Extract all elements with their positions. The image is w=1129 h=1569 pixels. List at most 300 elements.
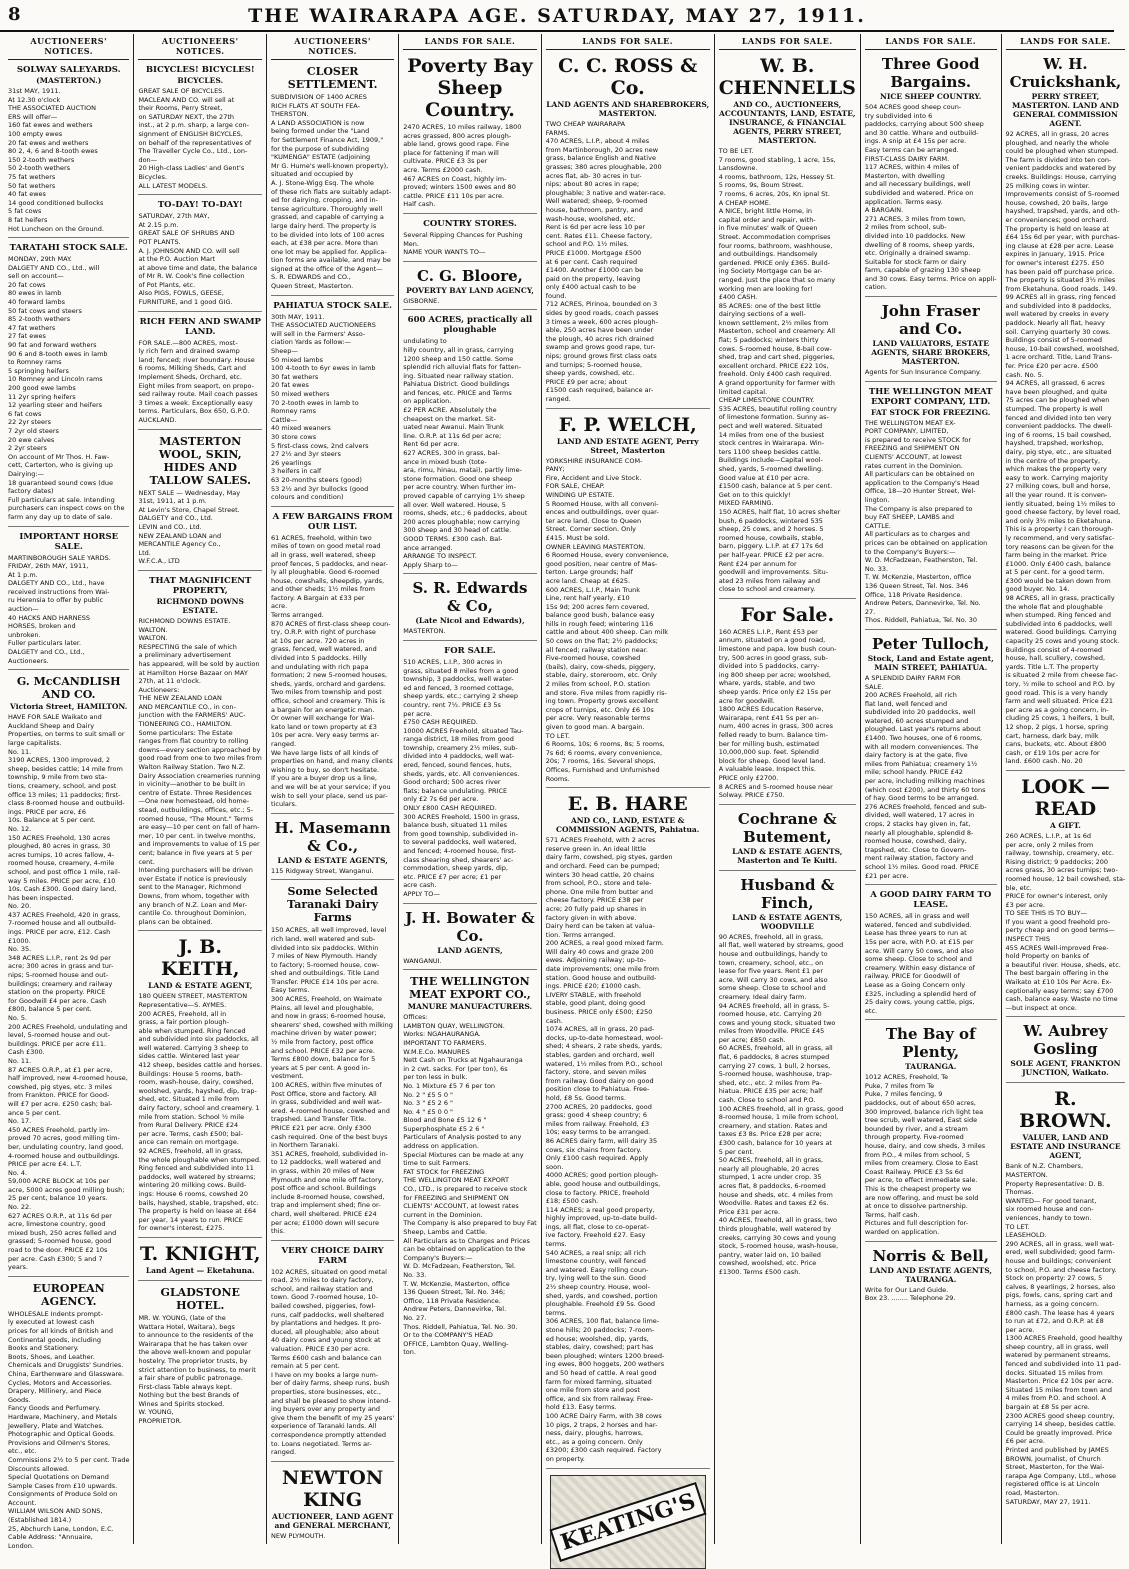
text-line: Dairy Association creameries running xyxy=(138,771,261,780)
text-line: able, 250 acres have been under xyxy=(545,326,654,335)
ad-body xyxy=(271,867,394,876)
text-line: 1800 ACRES Education Reserve, xyxy=(718,705,824,714)
ad-body xyxy=(138,212,262,307)
text-line: station. Good house and outbuild- xyxy=(545,973,657,982)
text-line: which makes the property very xyxy=(1005,465,1107,474)
text-line: lease for five years. Rent £1 per xyxy=(718,967,824,976)
text-line: divided into 10 paddocks. New xyxy=(864,231,966,240)
text-line: roomed house, creamery, 4-mile xyxy=(8,859,115,868)
text-line: FARMS. xyxy=(545,128,570,137)
text-line: cows, six chains from factory. xyxy=(545,1145,642,1154)
text-line: On account of Mr Thos. H. Faw- xyxy=(8,452,110,461)
text-line: £1400. Two houses, one of 6 rooms, xyxy=(864,734,983,743)
text-line: £800, balance 5 per cent. xyxy=(8,1005,92,1014)
text-line: house, bathroom, pantry, and xyxy=(545,205,643,214)
text-line: some sheep. Close to school and xyxy=(864,955,972,964)
text-line: 50 cows on the flat; 2½ paddocks; xyxy=(545,637,658,646)
text-line: DALGETY and CO., Ltd., xyxy=(8,648,85,657)
text-line: London. xyxy=(8,1541,34,1550)
text-line: 300 sheep and 30 head of cattle. xyxy=(403,526,512,535)
text-line: "KUMENGA" ESTATE (adjoining xyxy=(271,153,371,162)
text-line: excellent orchard. PRICE £22 10s, xyxy=(718,361,829,370)
text-line: to Romney rams xyxy=(8,358,62,367)
text-line: Plains, all level and ploughable, xyxy=(271,1003,374,1012)
text-line: nearly all ploughable, splendid 8- xyxy=(864,828,974,837)
text-line: over Estate if notice is previously xyxy=(138,874,247,883)
column-heading: AUCTIONEERS' NOTICES. xyxy=(271,34,394,60)
text-line: APPLY TO— xyxy=(403,889,440,898)
text-line: RICH FLATS AT SOUTH FEA- xyxy=(271,101,360,110)
text-line: good road from one to two miles from xyxy=(138,754,262,763)
text-line: watered, 60 acres stumped and xyxy=(864,716,969,725)
text-line: Intending purchasers will be driven xyxy=(138,866,253,875)
text-line: cash. Close to school and P.O. xyxy=(718,1096,816,1105)
ad-title: J. B. KEITH, xyxy=(160,936,240,981)
text-line: Bank of N.Z. Chambers, xyxy=(1005,1162,1084,1171)
text-line: 7-roomed house and all outbuild- xyxy=(8,919,117,928)
text-line: 75 acres can be ploughed when xyxy=(1005,396,1110,405)
text-line: 100 ACRES freehold, all in grass, good xyxy=(718,1104,844,1113)
text-line: from Eketahuna. Good roads. 149. xyxy=(1005,284,1118,293)
text-line: Lansdowne. xyxy=(718,164,758,173)
text-line: acres grassed, 800 acres plough- xyxy=(403,131,512,140)
text-line: acre. Terms £2000 cash. xyxy=(403,165,483,174)
text-line: Thos. Riddell, Pahiatua, Tel. No. 30 xyxy=(864,616,978,625)
text-line: flat, 6 paddocks, 8 acres stumped xyxy=(718,1053,830,1062)
text-line: are now offering, and must be sold xyxy=(864,1193,979,1202)
text-line: able when stumped. Ring fenced xyxy=(138,1026,246,1035)
text-line: All particulars can be obtained on xyxy=(864,470,975,479)
ad-body xyxy=(719,628,856,800)
text-line: machine driven by water power; xyxy=(271,1029,377,1038)
text-line: 100 4-tooth to 6yr ewes in lamb xyxy=(271,364,376,373)
text-line: and undulating with rich papa xyxy=(271,662,369,671)
text-line: house and outbuildings, handy to xyxy=(718,949,828,958)
text-line: country, rent 7½. PRICE £3 5s xyxy=(403,700,501,709)
text-line: on behalf of the representatives of xyxy=(138,138,252,147)
text-line: ber, undulating country, land good, xyxy=(8,1142,124,1151)
ad-subtitle: AND CO., AUCTIONEERS, ACCOUNTANTS, LAND, ESTATE, INSURANCE, & FINANCIAL AGENTS, PERRY STREET, MASTERTON. xyxy=(719,100,856,145)
text-line: with all modern conveniences. The xyxy=(864,742,979,751)
column-heading: LANDS FOR SALE. xyxy=(1006,34,1126,50)
text-line: ly executed at lowest cash xyxy=(8,1318,95,1327)
text-line: some sheep. Close to school and xyxy=(718,984,826,993)
text-line: sheds, yards, orchard and gardens. xyxy=(271,679,386,688)
text-line: ness, dairy, ploughs, harrows, xyxy=(545,1429,644,1438)
text-line: A LAND ASSOCIATION is now xyxy=(271,118,365,127)
ad-body xyxy=(1006,130,1126,766)
advertisement xyxy=(138,317,262,430)
text-line: The farm is divided into ten con- xyxy=(1005,155,1112,164)
advertisement xyxy=(271,885,394,1240)
text-line: chard, well sheltered. PRICE £24 xyxy=(271,1209,377,1218)
text-line: No. 33. xyxy=(864,564,889,573)
text-line: per acre; £1000 down will secure xyxy=(271,1218,379,1227)
text-line: ing buyers over any property and xyxy=(271,1405,381,1414)
text-line: Property Representative: D. B. xyxy=(1005,1179,1105,1188)
text-line: ive factory. Freehold £27. Easy xyxy=(545,1231,646,1240)
text-line: Offices, Furnished and Unfurnished xyxy=(545,765,660,774)
text-line: watered. Good buildings. Carrying xyxy=(1005,628,1117,637)
text-line: This is the cheapest property we xyxy=(864,1185,972,1193)
text-line: OWNER LEAVING MASTERTON. xyxy=(545,542,646,551)
text-line: 1012 ACRES, Freehold, Te xyxy=(864,1073,949,1082)
text-line: Bicycles. xyxy=(138,172,167,181)
text-line: office, and six from railway. Free- xyxy=(545,1394,654,1403)
text-line: 31st MAY, 1911. xyxy=(8,87,61,95)
text-line: 5 rooms, 9s, Boum Street. xyxy=(718,181,804,190)
text-line: hold Property on banks of xyxy=(1005,952,1090,961)
text-line: Wairarapa that he has taken over xyxy=(138,1339,248,1348)
text-line: and orchard. Feed can be pumped; xyxy=(545,861,660,870)
text-line: £2 PER ACRE. Absolutely the xyxy=(403,406,497,415)
text-line: commodation, sheep yards, dip, xyxy=(403,864,508,873)
text-line: winters 30 head cattle, 20 chains xyxy=(545,870,655,879)
text-line: Wattara Hotel, Waitara), begs xyxy=(138,1322,235,1331)
text-line: No. 35. xyxy=(8,945,32,954)
text-line: 10 Romney and Lincoln rams xyxy=(8,375,103,384)
text-line: tion forms are available, and may be xyxy=(271,256,391,265)
text-line: 6 Roomed House, every convenience, xyxy=(545,551,669,560)
text-line: application. Terms easy. xyxy=(864,197,943,206)
text-line: Thos. Riddell, Pahiatua, Tel. No. 30. xyxy=(403,1322,518,1331)
text-line: 2470 ACRES, 10 miles railway, 1800 xyxy=(403,123,522,131)
text-line: All particulars as to charges and xyxy=(864,530,970,539)
advertisement xyxy=(8,532,129,671)
text-line: been ploughed; winters 1200 breed- xyxy=(545,1351,665,1360)
text-line: miles from Pahiatua; creamery 1½ xyxy=(864,759,978,768)
text-line: trap and implement shed; fine or- xyxy=(271,1201,381,1210)
ad-subtitle: MANURE MANUFACTURERS. xyxy=(407,1002,533,1012)
text-line: in vicinity—another to be built in xyxy=(138,780,245,789)
text-line: 1200 sheep and 150 cattle. Some xyxy=(403,354,514,363)
text-line: acre land. Cheap at £625. xyxy=(545,576,631,585)
ad-title: GLADSTONE HOTEL. xyxy=(160,1285,240,1312)
text-line: perty cheap and on good terms— xyxy=(1005,926,1115,935)
text-line: 2½ sheep country. House, wool- xyxy=(545,1283,650,1292)
ad-title: Some Selected Taranaki Dairy Farms xyxy=(287,885,379,925)
text-line: GOOD TERMS. £300 cash. Bal- xyxy=(403,534,503,543)
text-line: Good value at £10 per acre. xyxy=(718,473,810,482)
text-line: from Martinborough, 20 acres new xyxy=(545,145,659,154)
text-line: Solway. PRICE £750. xyxy=(718,791,785,800)
text-line: will £7 per acre. £250 cash; bal- xyxy=(8,1099,113,1108)
text-line: time to suit Farmers. xyxy=(403,1159,471,1168)
text-line: Discounts allowed. xyxy=(8,1464,70,1473)
ad-title: THAT MAGNIFICENT PROPERTY, xyxy=(149,575,252,596)
ad-title: W. B. CHENNELLS xyxy=(718,55,856,99)
text-line: ment railway station, factory and xyxy=(864,854,974,863)
text-line: Cattle— xyxy=(271,415,297,424)
advertisement xyxy=(719,810,856,871)
text-line: 200 ACRES Freehold, all rich xyxy=(864,691,957,700)
text-line: ered, well subdivided; good farm- xyxy=(1005,1248,1115,1257)
text-line: formation; 2 new 5-roomed houses, xyxy=(271,671,388,680)
text-line: Superphosphate £5 2 6 " xyxy=(403,1124,485,1133)
text-line: to announce to the residents of the xyxy=(138,1331,254,1340)
text-line: PRICE £9 per acre; about xyxy=(545,377,628,386)
text-line: The property is held on lease at xyxy=(1005,224,1109,233)
text-line: Particulars of Analysis posted to any xyxy=(403,1133,522,1142)
text-line: cash required. One of the best buys xyxy=(271,1132,388,1141)
text-line: Properties, on terms to suit small or xyxy=(8,730,125,739)
text-line: mile; school handy. PRICE £42 xyxy=(864,768,963,777)
text-line: Line, rent half yearly, £10 xyxy=(545,594,630,603)
text-line: and all necessary buildings, well xyxy=(864,180,971,189)
text-line: road, 2½ miles to dairy factory, xyxy=(271,1276,374,1285)
text-line: 1 acre orchard. Title, Land Trans- xyxy=(1005,353,1113,362)
text-line: 15s per acre, with P.O. at £15 per xyxy=(864,937,974,946)
text-line: divided into six paddocks. Within xyxy=(271,943,379,952)
text-line: farm and well situated. Price £21 xyxy=(1005,697,1114,706)
text-line: Consignments of Produce Sold on xyxy=(8,1490,118,1499)
text-line: No. 4. xyxy=(8,1168,28,1177)
text-line: limited capital. xyxy=(718,387,768,396)
ad-subtitle: A GIFT. xyxy=(1049,820,1081,830)
text-line: THE ASSOCIATED AUCTIONEERS xyxy=(271,321,376,330)
text-line: 540 ACRES, a real snip; all rich xyxy=(545,1248,646,1257)
text-line: Goods. xyxy=(8,1395,31,1404)
text-line: station on the property. PRICE xyxy=(8,988,106,997)
text-line: Also PIGS, FOWLS, GEESE, xyxy=(138,289,224,298)
text-line: PRICE per acre £4. L.T. xyxy=(8,1160,82,1169)
text-line: T. W. McKenzie, Masterton, office xyxy=(864,573,972,582)
text-line: goodwill and improvements. Situ- xyxy=(718,568,829,577)
text-line: 200 ACRES Freehold, undulating and xyxy=(8,1022,128,1031)
ad-title: THE WELLINGTON MEAT EXPORT COMPANY, LTD. xyxy=(868,386,993,407)
ad-body xyxy=(403,297,537,306)
ad-body xyxy=(865,674,997,880)
text-line: cheese factory. PRICE £38 per xyxy=(545,896,644,905)
text-line: from good township, subdivided in- xyxy=(403,829,519,838)
text-line: ed house; woolshed, dip, yards, xyxy=(545,1334,649,1343)
text-line: (which cost £200), and thirty 60 tons xyxy=(864,785,986,794)
text-line: 6 Rooms, 10s; 6 rooms, 8s; 5 rooms, xyxy=(545,740,665,749)
ad-title: The Bay of Plenty, xyxy=(885,1025,976,1062)
text-line: undulating to xyxy=(403,337,447,346)
ad-body xyxy=(271,1268,394,1457)
text-line: acre, limestone country, good xyxy=(8,1220,106,1229)
text-line: all the year round. It is conven- xyxy=(1005,490,1108,499)
advertisement xyxy=(546,55,710,409)
text-line: cent. xyxy=(138,857,155,866)
advertisement xyxy=(865,387,997,630)
text-line: THE WELLINGTON MEAT EX- xyxy=(864,418,956,427)
ad-body xyxy=(546,120,710,404)
text-line: 90 ACRES, freehold, all in grass, xyxy=(718,932,824,941)
ad-title: TO-DAY! TO-DAY! xyxy=(157,200,243,211)
text-line: LAMBTON QUAY, WELLINGTON. xyxy=(403,1021,505,1030)
text-line: MASTERTON. xyxy=(1005,1171,1048,1179)
text-line: for Goodwill £4 per acre. Cash xyxy=(8,996,107,1005)
text-line: THE NEW ZEALAND LOAN xyxy=(138,694,222,703)
text-line: 150 ACRES, all in grass and well xyxy=(864,912,970,921)
text-line: FAT STOCK for FREEZING xyxy=(403,1167,485,1176)
text-line: AUCKLAND. xyxy=(138,416,177,424)
text-line: buildings. PRICE per acre £11. xyxy=(8,1039,107,1048)
advertisement xyxy=(1006,55,1126,771)
ad-title: EUROPEAN AGENCY. xyxy=(32,1281,105,1308)
text-line: Mr G. Hume's well-known property), xyxy=(271,161,389,170)
text-line: ings. PRICE per acre, £6 xyxy=(8,807,86,816)
text-line: Jewellery, Plate and Watches. xyxy=(8,1421,104,1430)
text-line: bails, hayshed, stable, trapshed, etc. xyxy=(138,1198,259,1207)
text-line: 15s 9d; 200 acres fern covered, xyxy=(545,602,650,611)
text-line: INSPECT THIS xyxy=(1005,935,1050,944)
text-line: creamery, and station. Rates and xyxy=(718,1121,828,1130)
text-line: 31st, 1911, at 1 p.m. xyxy=(138,497,207,506)
text-line: Or owner will exchange for Wai- xyxy=(271,714,375,723)
text-line: centre of Estate. Three Residences xyxy=(138,788,252,797)
text-line: prices for all kinds of British and xyxy=(8,1327,113,1335)
text-line: venient paddocks and watered by xyxy=(1005,164,1117,173)
ad-title: Cochrane & Butement, xyxy=(737,809,837,846)
text-line: POT PLANTS. xyxy=(138,237,181,246)
advertisement xyxy=(403,579,537,641)
text-line: experience of Taranaki lands. All xyxy=(271,1422,377,1431)
text-line: factory. A Bargain at £33 per xyxy=(271,593,365,602)
ad-body xyxy=(546,836,710,1463)
text-line: balance good bush, balance easy xyxy=(545,611,655,620)
text-line: the plough, 40 acres rich drained xyxy=(545,334,654,343)
ad-body xyxy=(8,554,129,666)
text-line: W.F.C.A., LTD xyxy=(138,557,180,566)
text-line: from Frankton. PRICE for Good- xyxy=(8,1091,110,1100)
text-line: and improvements to value of 15 per xyxy=(138,840,260,849)
text-line: Masterton. Price £2 10s per acre. xyxy=(1005,1377,1114,1386)
ad-title: T. KNIGHT, xyxy=(139,1242,261,1265)
text-line: mer, 10 per cent. in twelve months, xyxy=(138,831,256,840)
text-line: Wairarapa, rent £41 5s per an- xyxy=(718,713,819,722)
text-line: balance bush, situated 11 miles xyxy=(403,821,507,830)
text-line: pigs, fowls, cans, spring cart and xyxy=(1005,1291,1113,1300)
text-line: lington. xyxy=(864,496,890,504)
text-line: etc., etc. xyxy=(8,1447,37,1456)
ad-subtitle: LAND AND ESTATE AGENTS, TAURANGA. xyxy=(869,1265,993,1284)
text-line: veniences, handy to town. xyxy=(1005,1213,1092,1222)
text-line: dairy factory is at the gate, five xyxy=(864,751,968,760)
text-line: num, 400 acres in grass, 300 acres xyxy=(718,722,834,731)
column-heading: AUCTIONEERS' NOTICES. xyxy=(138,34,262,60)
text-line: 600 ACRES, L.I.P., Main Trunk xyxy=(545,585,641,594)
text-line: 1300 ACRES Freehold, good healthy xyxy=(1005,1334,1123,1343)
text-line: cluding 25 cows, 1 heifers, 1 bull, xyxy=(1005,714,1115,723)
text-line: Auckland Sheep and Dairy xyxy=(8,721,95,730)
text-line: (Established 1814.) xyxy=(8,1516,72,1525)
text-line: PRICE £1000. Mortgage £500 xyxy=(545,248,642,257)
text-line: 114 ACRES; a real good property, xyxy=(545,1205,655,1214)
text-line: class shearing shed, shearers' ac- xyxy=(403,855,514,864)
text-line: ranged. Just the place that so many xyxy=(718,275,836,284)
advertisement xyxy=(403,646,537,904)
text-line: road to the door. PRICE £2 10s xyxy=(8,1246,108,1255)
text-line: MR. W. YOUNG, (late of the xyxy=(138,1313,226,1322)
text-line: ance arranged. xyxy=(403,543,453,552)
text-line: £400 CASH. xyxy=(718,293,758,302)
text-line: 200 acres ploughable; now carrying xyxy=(403,517,520,526)
text-line: Auctioneers: xyxy=(138,685,180,694)
text-line: to. Loans negotiated. Terms ar- xyxy=(271,1439,372,1448)
column-heading: LANDS FOR SALE. xyxy=(546,34,710,50)
text-line: Blood and Bone £5 12 6 " xyxy=(403,1116,487,1125)
text-line: W.M.E.Co. MANURES xyxy=(403,1047,470,1056)
text-line: capital order and repair, with- xyxy=(718,215,816,224)
text-line: ters 1100 sheep besides cattle. xyxy=(718,447,822,456)
ad-subtitle: NICE SHEEP COUNTRY. xyxy=(880,92,982,101)
text-line: 25, Abchurch Lane, London, E.C. xyxy=(8,1524,114,1533)
text-line: 200 ACRES, a real good mixed farm. xyxy=(545,939,664,948)
text-line: soil. Carrying quarterly 30 cows. xyxy=(1005,327,1111,336)
text-line: will sell in the Farmers' Asso- xyxy=(271,329,366,338)
text-line: per acre country. When further im- xyxy=(403,483,516,492)
text-line: Write for Our Land Guide. xyxy=(864,1285,949,1294)
text-line: stable, dairy, storeroom, etc. Only xyxy=(545,671,657,680)
text-line: GREAT SALE OF SHRUBS AND xyxy=(138,229,235,238)
text-line: prices can be obtained on application xyxy=(864,538,988,547)
ad-body xyxy=(138,339,262,425)
text-line: 27. xyxy=(864,607,876,616)
text-line: Ring fenced and subdivided into 11 xyxy=(138,1164,254,1173)
text-line: Men. xyxy=(403,239,419,248)
text-line: 50 2-tooth wethers xyxy=(8,164,71,173)
text-line: No. 20. xyxy=(8,902,32,911)
text-line: 3 heifers in calf xyxy=(271,467,322,476)
text-line: and subdivided into six paddocks, all xyxy=(138,1035,259,1044)
text-line: 11 2yr spring heifers xyxy=(8,392,76,401)
advertisement xyxy=(8,65,129,238)
text-line: tory, ½ mile to school and P.O. by xyxy=(1005,680,1115,688)
text-line: divided into 5 paddocks, carry- xyxy=(718,662,820,671)
text-line: 92 ACRES, all in grass, 20 acres xyxy=(1005,130,1109,138)
text-line: CO., LTD., is prepared to receive stock xyxy=(403,1185,528,1194)
text-line: capacity 25 cows and young stock. xyxy=(1005,637,1120,646)
text-line: 300 improved, balance rich light tea xyxy=(864,1107,984,1116)
text-line: 20 fat ewes and wethers xyxy=(8,138,89,147)
text-line: hold, £8 5s. Good terms. xyxy=(545,1093,626,1102)
text-line: sides by good roads, coach passes xyxy=(545,309,659,318)
text-line: THE ASSOCIATED AUCTION xyxy=(8,104,97,113)
text-line: only £400 actual cash to be xyxy=(545,283,637,292)
text-line: 160 ACRES L.I.P., Rent £53 per xyxy=(718,627,818,636)
text-line: acres flat, ab- 30 acres in tur- xyxy=(545,171,642,180)
text-line: 117 ACRES, within 4 miles of xyxy=(864,163,959,172)
text-line: miles from creamery. Close to East xyxy=(864,1159,979,1168)
text-line: acres grass, 30 acres turnips; two- xyxy=(1005,866,1118,875)
text-line: bush, 6 paddocks, wintered 535 xyxy=(718,516,823,525)
text-line: 271 ACRES, 3 miles from town, xyxy=(864,214,966,223)
text-line: are easy—10 per cent on fall of ham- xyxy=(138,823,260,832)
text-line: fenced and subdivided into 11 pad- xyxy=(1005,1360,1121,1369)
text-line: TO SEE THIS IS TO BUY— xyxy=(1005,909,1088,918)
text-line: No. 27. xyxy=(403,1313,427,1322)
illustration-label: KEATING'S xyxy=(549,1482,706,1562)
text-line: to several paddocks, well watered, xyxy=(403,838,517,847)
ad-body xyxy=(8,1310,129,1551)
text-line: only £2 7s 6d per acre. xyxy=(403,795,479,804)
ad-body xyxy=(719,933,856,1277)
text-line: ara, rimu, hinau, matai), partly lime- xyxy=(403,466,522,475)
text-line: 450 ACRES Freehold, partly im- xyxy=(8,1125,110,1134)
text-line: at the P.O. Auction Mart xyxy=(138,255,216,264)
text-line: farm any day up to date of sale. xyxy=(8,512,113,521)
text-line: 200 good ewe lambs xyxy=(8,384,76,392)
advertisement xyxy=(271,1467,394,1545)
text-line: Continental goods, including xyxy=(8,1335,101,1344)
text-line: miles from Woodville. PRICE £45 xyxy=(718,1027,825,1036)
text-line: bounded by river, and a stream xyxy=(864,1124,968,1133)
text-line: grassed, and capable of carrying a xyxy=(271,213,384,222)
text-line: per acre. xyxy=(403,709,433,718)
